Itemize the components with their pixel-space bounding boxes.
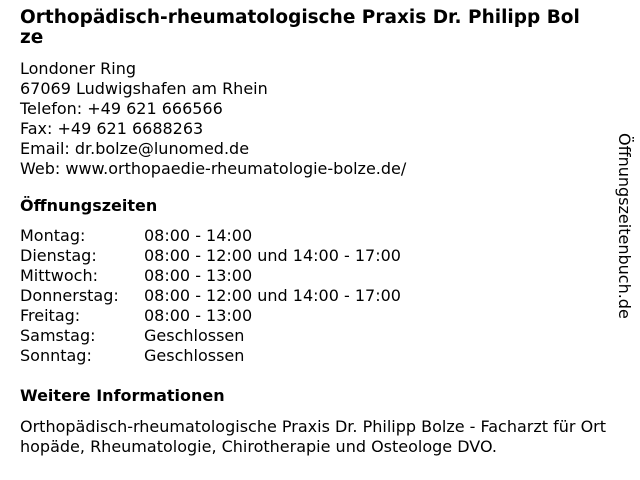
city: 67069 Ludwigshafen am Rhein bbox=[20, 79, 268, 98]
email: Email: dr.bolze@lunomed.de bbox=[20, 139, 250, 158]
info-text: Orthopädisch-rheumatologische Praxis Dr. Philipp Bolze - Facharzt für Orthopäde, Rheumatologie, Chirotherapie und Osteologe DVO. bbox=[20, 417, 607, 456]
day-label: Mittwoch: bbox=[20, 266, 98, 285]
day-label: Samstag: bbox=[20, 326, 96, 345]
info-heading: Weitere Informationen bbox=[20, 386, 225, 405]
hours-row bbox=[20, 266, 401, 286]
day-time: 08:00 - 13:00 bbox=[144, 306, 253, 325]
fax: Fax: +49 621 6688263 bbox=[20, 119, 204, 138]
day-time: 08:00 - 12:00 und 14:00 - 17:00 bbox=[144, 286, 401, 305]
day-label: Freitag: bbox=[20, 306, 81, 325]
day-time: Geschlossen bbox=[144, 326, 245, 345]
hours-row bbox=[20, 246, 401, 266]
hours-row bbox=[20, 286, 401, 306]
hours-row bbox=[20, 346, 401, 366]
day-label: Dienstag: bbox=[20, 246, 97, 265]
day-label: Sonntag: bbox=[20, 346, 92, 365]
site-watermark: Öffnungszeitenbuch.de bbox=[615, 133, 634, 319]
street: Londoner Ring bbox=[20, 59, 137, 78]
opening-hours-table bbox=[20, 226, 401, 366]
day-time: Geschlossen bbox=[144, 346, 245, 365]
day-time: 08:00 - 14:00 bbox=[144, 226, 253, 245]
hours-heading: Öffnungszeiten bbox=[20, 196, 158, 215]
hours-row bbox=[20, 306, 401, 326]
day-time: 08:00 - 12:00 und 14:00 - 17:00 bbox=[144, 246, 401, 265]
contact-block bbox=[20, 59, 616, 179]
practice-title: Orthopädisch-rheumatologische Praxis Dr. Philipp Bolze bbox=[20, 7, 580, 48]
day-label: Montag: bbox=[20, 226, 86, 245]
day-label: Donnerstag: bbox=[20, 286, 119, 305]
day-time: 08:00 - 13:00 bbox=[144, 266, 253, 285]
hours-row bbox=[20, 226, 401, 246]
hours-row bbox=[20, 326, 401, 346]
listing-card bbox=[20, 8, 616, 457]
website: Web: www.orthopaedie-rheumatologie-bolze.de/ bbox=[20, 159, 407, 178]
phone: Telefon: +49 621 666566 bbox=[20, 99, 223, 118]
